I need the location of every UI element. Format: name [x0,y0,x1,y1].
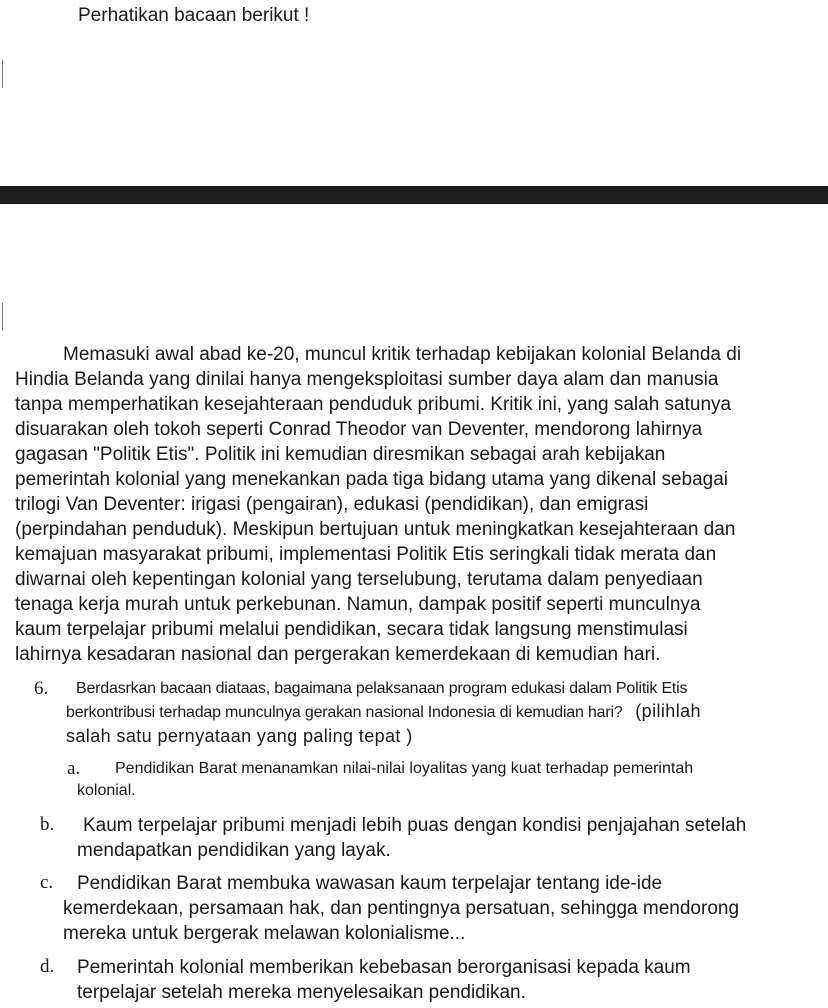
option-text-line: Kaum terpelajar pribumi menjadi lebih puas dengan kondisi penjajahan setelah [83,815,747,836]
option-letter: a. [67,758,81,779]
reading-passage [15,342,821,667]
passage-line: tanpa memperhatikan kesejahteraan penduduk pribumi. Kritik ini, yang salah satunya [15,394,732,415]
text-cursor-mark [2,303,3,331]
redaction-bar [0,186,828,204]
option-text-line: mereka untuk bergerak melawan kolonialisme... [63,923,466,944]
option-letter: b. [40,814,55,835]
page-heading: Perhatikan bacaan berikut ! [78,5,310,26]
passage-line: lahirnya kesadaran nasional dan pergerakan kemerdekaan di kemudian hari. [15,644,661,665]
passage-line: Memasuki awal abad ke-20, muncul kritik terhadap kebijakan kolonial Belanda di [63,344,742,365]
passage-line: tenaga kerja murah untuk perkebunan. Namun, dampak positif seperti munculnya [15,594,701,615]
option-letter: d. [40,956,55,977]
passage-line: gagasan "Politik Etis". Politik ini kemudian diresmikan sebagai arah kebijakan [15,444,666,465]
passage-line: diwarnai oleh kepentingan kolonial yang terselubung, terutama dalam penyediaan [15,569,703,590]
passage-line: pemerintah kolonial yang menekankan pada tiga bidang utama yang dikenal sebagai [15,469,729,490]
question-instruction-line: salah satu pernyataan yang paling tepat ) [66,726,413,746]
passage-line: disuarakan oleh tokoh seperti Conrad Theodor van Deventer, mendorong lahirnya [15,419,703,440]
option-text-line: terpelajar setelah mereka menyelesaikan pendidikan. [77,982,526,1003]
option-letter: c. [40,872,54,893]
passage-line: kaum terpelajar pribumi melalui pendidikan, secara tidak langsung menstimulasi [15,619,688,640]
question-text-line-main: berkontribusi terhadap munculnya gerakan nasional Indonesia di kemudian hari? [66,704,623,721]
question-text-line [66,699,701,725]
passage-line: trilogi Van Deventer: irigasi (pengairan), edukasi (pendidikan), dan emigrasi [15,494,649,515]
option-text-line: Pendidikan Barat membuka wawasan kaum terpelajar tentang ide-ide [77,873,663,894]
option-text-line: mendapatkan pendidikan yang layak. [77,840,391,861]
passage-line: (perpindahan penduduk). Meskipun bertujuan untuk meningkatkan kesejahteraan dan [15,519,736,540]
option-text-line: kolonial. [77,782,136,799]
passage-line: kemajuan masyarakat pribumi, implementasi Politik Etis seringkali tidak merata dan [15,544,717,565]
passage-line: Hindia Belanda yang dinilai hanya mengeksploitasi sumber daya alam dan manusia [15,369,719,390]
question-number: 6. [34,678,49,699]
option-text-line: kemerdekaan, persamaan hak, dan pentingnya persatuan, sehingga mendorong [63,898,740,919]
question-instruction: (pilihlah [635,701,701,721]
option-text-line: Pemerintah kolonial memberikan kebebasan berorganisasi kepada kaum [77,957,691,978]
option-text-line: Pendidikan Barat menanamkan nilai-nilai loyalitas yang kuat terhadap pemerintah [115,760,694,777]
text-cursor-mark [2,60,3,88]
question-text-line: Berdasrkan bacaan diataas, bagaimana pelaksanaan program edukasi dalam Politik Etis [76,680,688,697]
